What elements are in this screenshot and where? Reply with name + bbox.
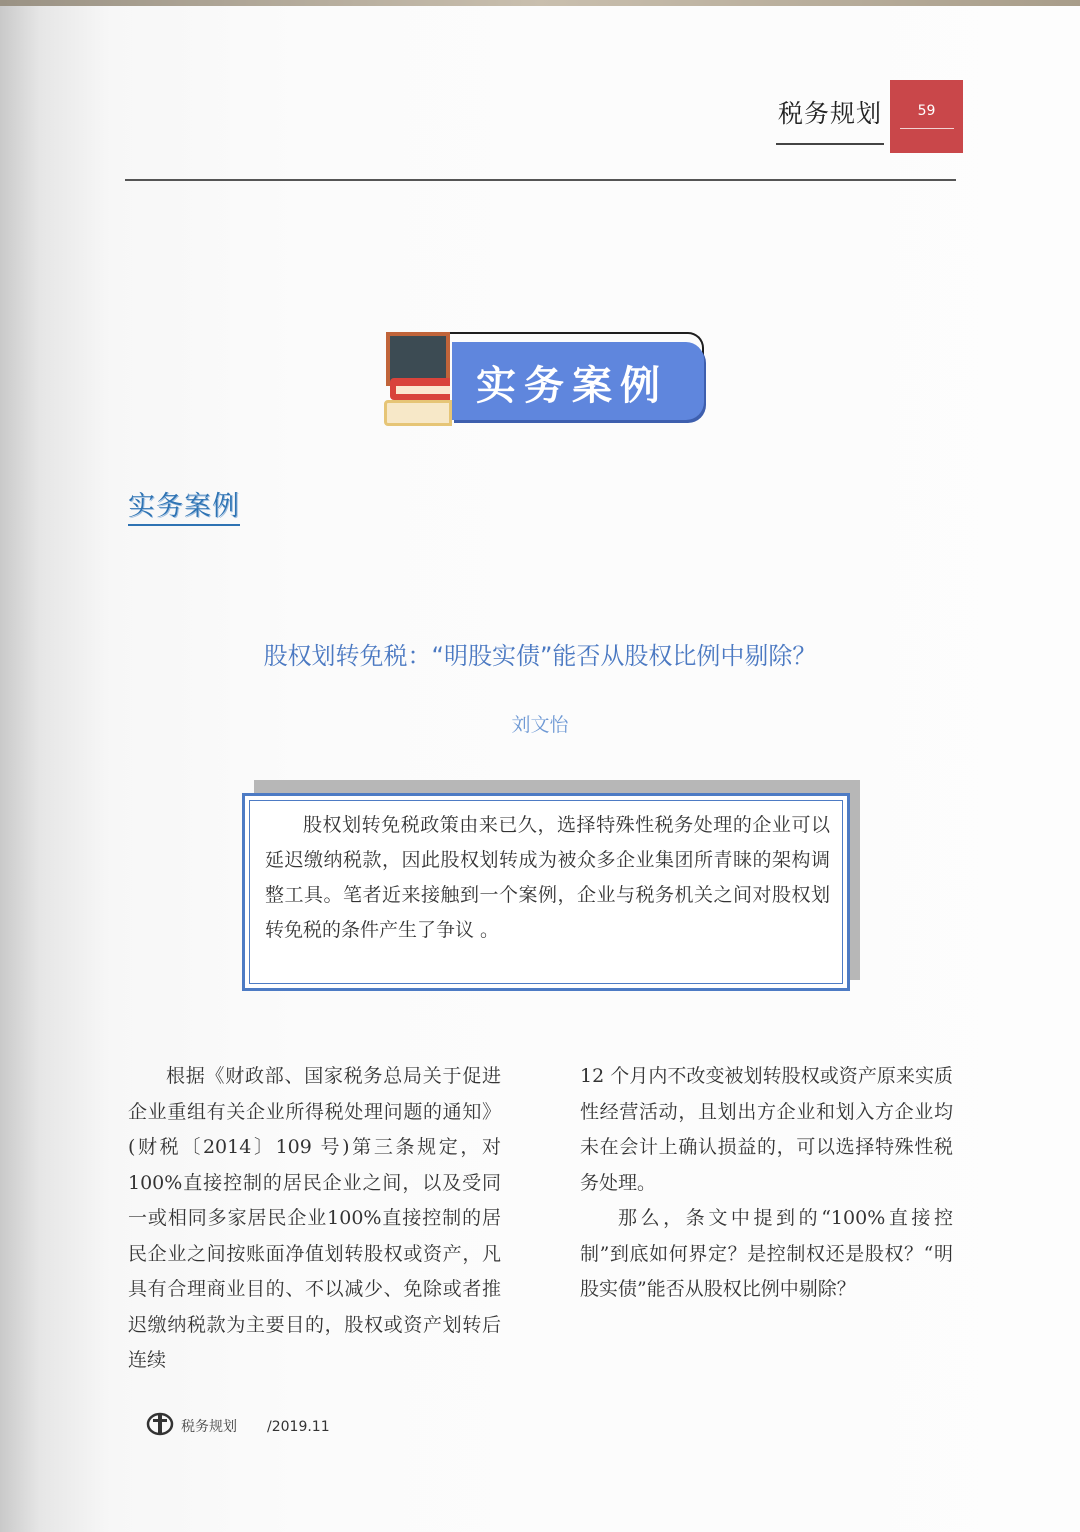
section-title: 实务案例 bbox=[128, 484, 240, 526]
body-column-left bbox=[128, 1059, 501, 1379]
journal-name: 税务规划 bbox=[778, 99, 883, 128]
page-number-badge bbox=[890, 80, 963, 153]
body-paragraph-continued: 12 个月内不改变被划转股权或资产原来实质性经营活动，且划出方企业和划入方企业均未在会计上确认损益的，可以选择特殊性税务处理。 bbox=[580, 1065, 953, 1194]
body-column-right bbox=[580, 1059, 953, 1308]
journal-logo-icon bbox=[145, 1412, 175, 1436]
article-author: 刘文怡 bbox=[511, 714, 569, 736]
abstract-box bbox=[242, 793, 850, 991]
page-top-edge bbox=[0, 0, 1080, 6]
journal-underline bbox=[776, 143, 884, 145]
abstract-text: 股权划转免税政策由来已久，选择特殊性税务处理的企业可以延迟缴纳税款，因此股权划转成为被众多企业集团所青睐的架构调整工具。笔者近来接触到一个案例，企业与税务机关之间对股权划转免税的条件产生了争议 。 bbox=[265, 814, 830, 941]
article-title: 股权划转免税：“明股实债”能否从股权比例中剔除？ bbox=[263, 642, 817, 670]
footer-issue: /2019.11 bbox=[267, 1419, 330, 1435]
badge-underline bbox=[900, 128, 954, 129]
banner-label: 实务案例 bbox=[476, 363, 668, 409]
footer-brand: 税务规划 bbox=[181, 1419, 237, 1435]
body-paragraph: 那么，条文中提到的“100%直接控制”到底如何界定？是控制权还是股权？“明股实债”能否从股权比例中剔除？ bbox=[580, 1207, 953, 1300]
book-pages bbox=[396, 386, 450, 394]
page-number: 59 bbox=[917, 103, 936, 119]
cream-book-icon bbox=[384, 400, 452, 426]
section-banner bbox=[382, 328, 712, 430]
body-paragraph: 根据《财政部、国家税务总局关于促进企业重组有关企业所得税处理问题的通知》 (财税〔2014〕109 号)第三条规定，对 100%直接控制的居民企业之间，以及受同一或相同多家居民企业100%直接控制的居民企业之间按账面净值划转股权或资产，凡具有合理商业目的、不以减少、免除或者推迟缴纳税款为主要目的，股权或资产划转后连续 bbox=[128, 1065, 501, 1371]
header-rule bbox=[125, 179, 956, 181]
